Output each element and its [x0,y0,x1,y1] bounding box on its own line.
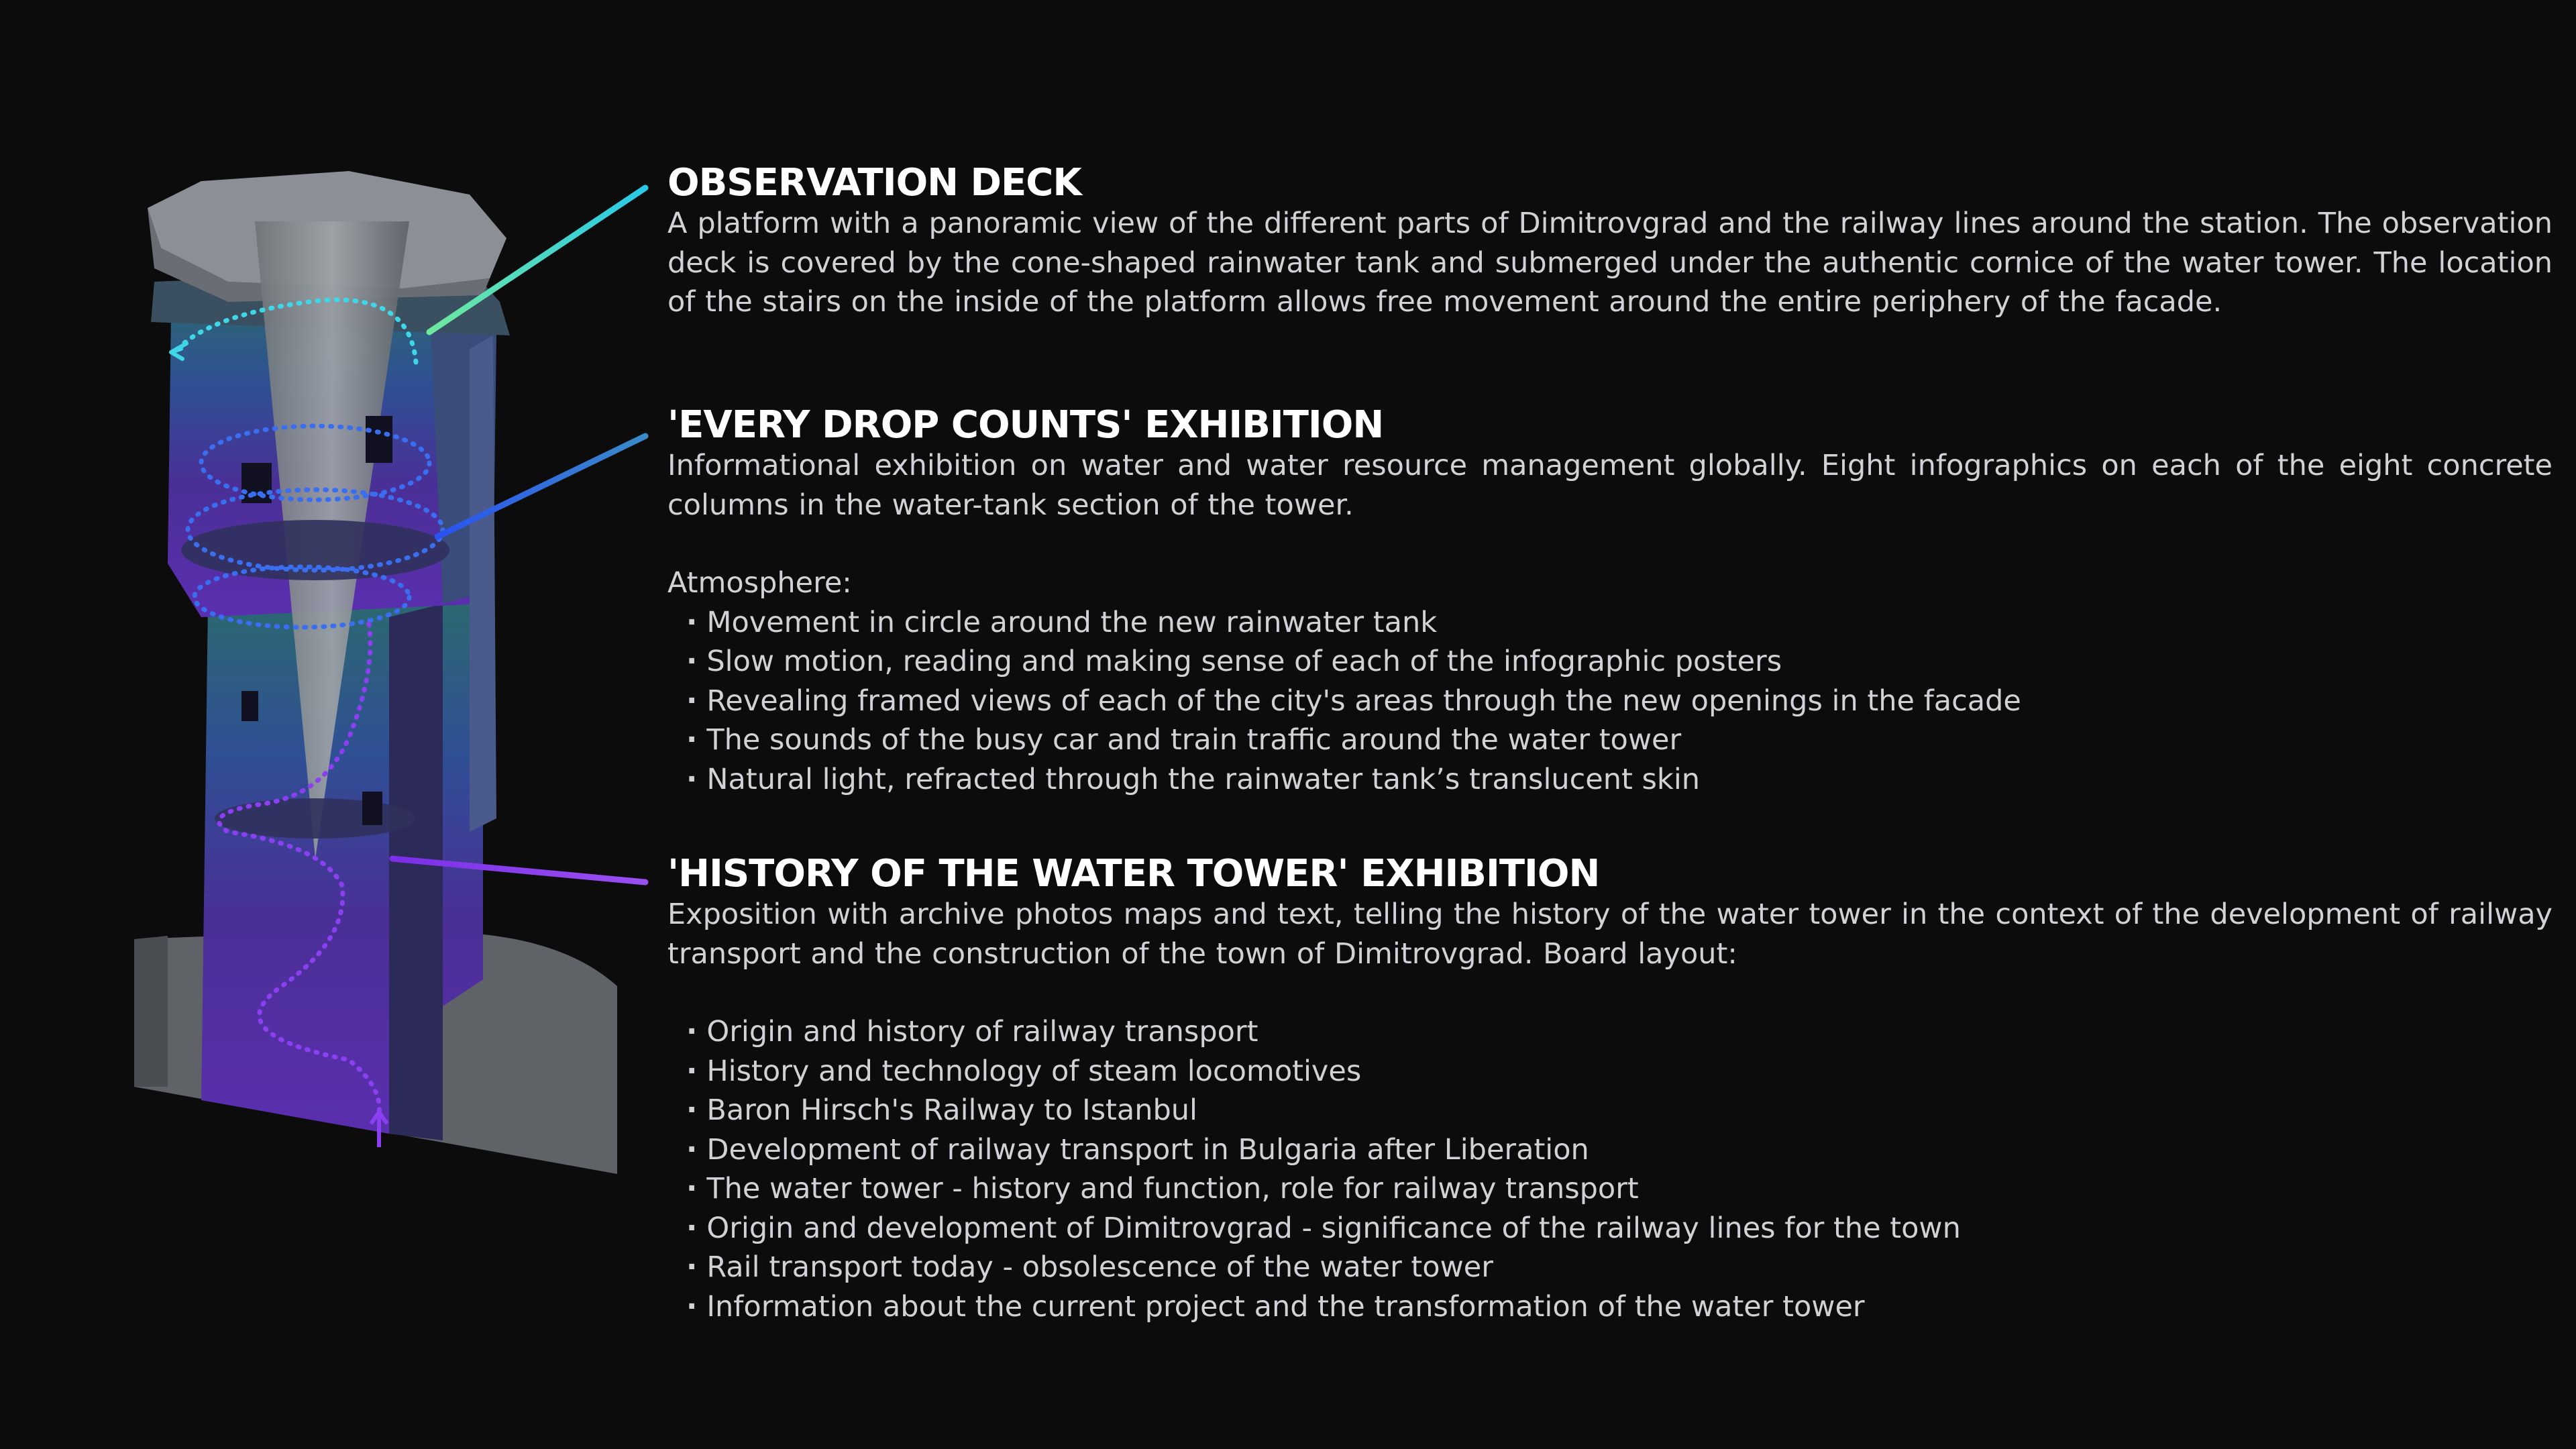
board-layout-list [667,1012,2553,1326]
atmosphere-label: Atmosphere: [667,566,852,600]
list-item: · Origin and development of Dimitrovgrad - significance of the railway lines for the town [686,1209,2553,1248]
section-observation-deck [667,162,2553,322]
section-description: Informational exhibition on water and water resource management globally. Eight infographics on each of the eight concrete columns in the water-tank section of the tower. [667,449,2553,522]
list-item: · Movement in circle around the new rainwater tank [686,603,2553,643]
list-item: · Information about the current project and the transformation of the water tower [686,1287,2553,1327]
list-item: · Development of railway transport in Bulgaria after Liberation [686,1130,2553,1170]
list-item: · Rail transport today - obsolescence of the water tower [686,1248,2553,1287]
section-heading: 'HISTORY OF THE WATER TOWER' EXHIBITION [667,852,1600,896]
section-description: A platform with a panoramic view of the different parts of Dimitrovgrad and the railway lines around the station. The observation deck is covered by the cone-shaped rainwater tank and submerged under the authentic cornice of the water tower. The location of the stairs on the inside of the platform allows free movement around the entire periphery of the facade. [667,207,2553,319]
section-description: Exposition with archive photos maps and text, telling the history of the water tower in the context of the development of railway transport and the construction of the town of Dimitrovgrad. Board layout: [667,898,2553,971]
list-item: · History and technology of steam locomotives [686,1052,2553,1091]
section-history-exhibition [667,853,2553,1326]
list-item: · The water tower - history and function, role for railway transport [686,1169,2553,1209]
list-item: · The sounds of the busy car and train traffic around the water tower [686,720,2553,760]
section-every-drop-counts [667,405,2553,799]
section-heading: 'EVERY DROP COUNTS' EXHIBITION [667,403,1384,447]
list-item: · Natural light, refracted through the rainwater tank’s translucent skin [686,760,2553,800]
list-item: · Origin and history of railway transport [686,1012,2553,1052]
list-item: · Baron Hirsch's Railway to Istanbul [686,1091,2553,1130]
list-item: · Slow motion, reading and making sense of each of the infographic posters [686,642,2553,682]
list-item: · Revealing framed views of each of the city's areas through the new openings in the facade [686,682,2553,721]
atmosphere-list [667,603,2553,800]
section-heading: OBSERVATION DECK [667,161,1081,205]
